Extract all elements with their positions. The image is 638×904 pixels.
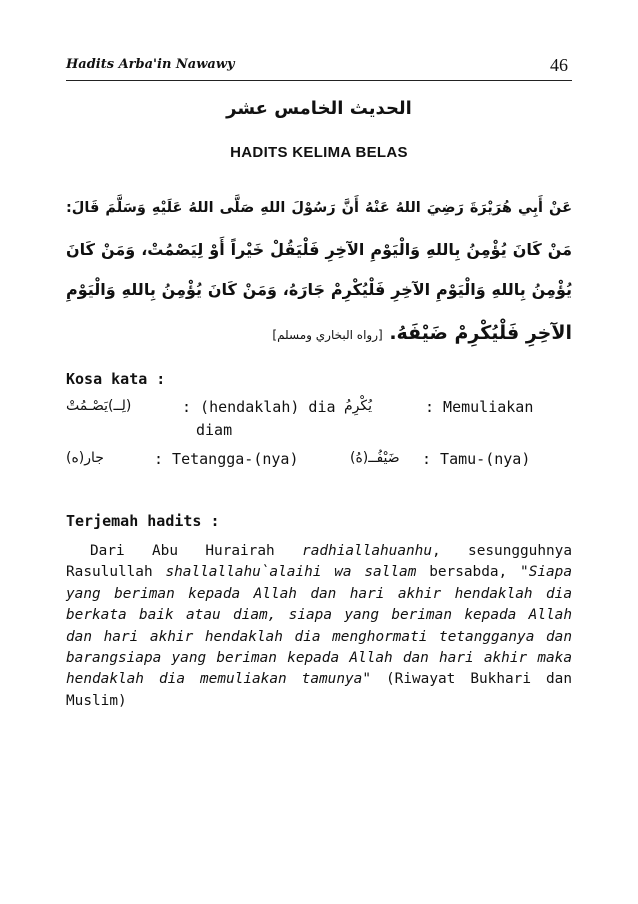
hadith-arabic-line-4 bbox=[66, 322, 572, 344]
header-rule bbox=[66, 80, 572, 81]
translation-italic-salutation: shallallahu`alaihi wa sallam bbox=[165, 564, 417, 581]
kosa-kata-heading: Kosa kata : bbox=[66, 370, 166, 388]
hadith-arabic-line-3: يُؤْمِنُ بِاللهِ وَالْيَوْمِ الآخِرِ فَلْيُكْرِمْ جَارَهُ، وَمَنْ كَانَ يُؤْمِنُ بِاللهِ وَالْيَوْمِ bbox=[66, 280, 572, 299]
arabic-chapter-title: الحديث الخامس عشر bbox=[226, 98, 412, 119]
hadith-arabic-line-1: عَنْ أَبِي هُرَيْرَةَ رَضِيَ اللهُ عَنْهُ أَنَّ رَسُوْلَ اللهِ صَلَّى اللهُ عَلَيْهِ وَسَلَّمَ قَالَ: bbox=[66, 200, 572, 216]
vocab-arabic-dhaif: ضَيْفُــ(هُ) bbox=[350, 450, 400, 466]
vocab-meaning-jar: : Tetangga-(nya) bbox=[154, 450, 299, 468]
translation-text: " (Riwayat Bukhari dan Muslim) bbox=[66, 671, 573, 709]
page-number: 46 bbox=[550, 55, 568, 75]
vocab-arabic-jar: جار(ه) bbox=[66, 450, 104, 466]
vocab-arabic-yashmut: (لِــ)يَصْـمُتْ bbox=[66, 398, 132, 414]
terjemah-heading: Terjemah hadits : bbox=[66, 512, 220, 530]
vocab-meaning-yukrim: : Memuliakan bbox=[425, 398, 534, 416]
vocab-arabic-yukrim: يُكْرِمُ bbox=[344, 398, 373, 414]
vocab-meaning-yashmut-cont: diam bbox=[196, 421, 233, 439]
translation-text: , sesungguhnya Rasulullah bbox=[66, 543, 573, 581]
page-header bbox=[66, 55, 572, 81]
hadith-arabic-line-2: مَنْ كَانَ يُؤْمِنُ بِاللهِ وَالْيَوْمِ الآخِرِ فَلْيَقُلْ خَيْراً أَوْ لِيَصْمُتْ، وَمَنْ كَانَ bbox=[66, 240, 572, 259]
hadith-arabic-ending: الآخِرِ فَلْيُكْرِمْ ضَيْفَهُ. bbox=[389, 322, 572, 344]
translation-text: bersabda, " bbox=[416, 564, 529, 581]
translation-text: Dari Abu Hurairah bbox=[90, 543, 303, 559]
vocab-meaning-yashmut: : (hendaklah) dia bbox=[182, 398, 336, 416]
book-title: Hadits Arba'in Nawawy bbox=[66, 57, 235, 72]
translation-italic-quote: Siapa yang beriman kepada Allah dan hari akhir hendaklah dia berkata baik atau diam, siapa yang beriman kepada Allah dan hari akhir hendaklah dia menghormati tetangganya dan barangsiapa yang beriman kepada Allah dan hari akhir maka hendaklah dia memuliakan tamunya bbox=[66, 564, 573, 688]
vocab-meaning-dhaif: : Tamu-(nya) bbox=[422, 450, 531, 468]
translation-italic-honorific: radhiallahuanhu bbox=[302, 543, 433, 559]
hadith-source: [رواه البخاري ومسلم] bbox=[272, 328, 383, 342]
chapter-title: HADITS KELIMA BELAS bbox=[230, 144, 408, 161]
translation-paragraph bbox=[66, 541, 572, 712]
